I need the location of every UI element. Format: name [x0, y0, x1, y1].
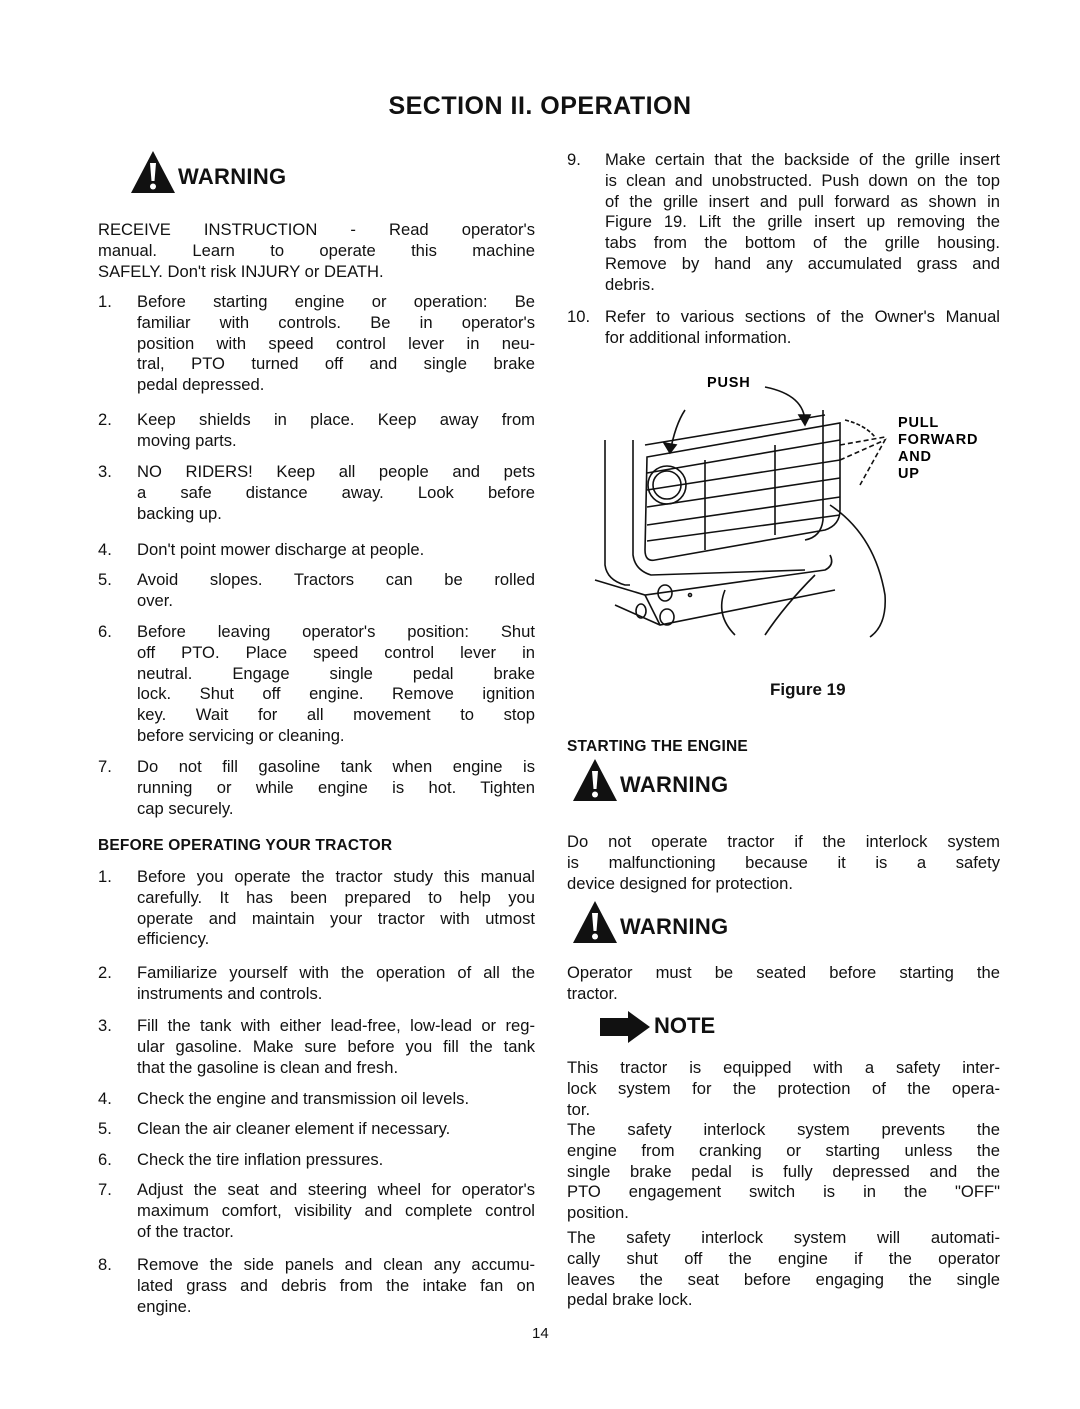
item-number: 6. — [98, 1150, 112, 1169]
item-number: 7. — [98, 757, 112, 776]
before-item — [98, 1255, 535, 1317]
text-line: tral, PTO turned off and single brake — [137, 354, 535, 374]
text-line: This tractor is equipped with a safety inter- — [567, 1058, 1000, 1077]
item-number: 8. — [98, 1255, 112, 1274]
item-number: 6. — [98, 622, 112, 641]
note-paragraph — [567, 1228, 1000, 1311]
item-number: 1. — [98, 292, 112, 311]
text-line: that the gasoline is clean and fresh. — [137, 1057, 399, 1077]
text-line: ular gasoline. Make sure before you fill the tank — [137, 1036, 535, 1056]
text-line: pedal depressed. — [137, 375, 265, 395]
text-line: cally shut off the engine if the operator — [567, 1248, 1000, 1268]
text-line: The safety interlock system will automati- — [567, 1228, 1000, 1247]
text-line: before servicing or cleaning. — [137, 725, 345, 745]
text-line: neutral. Engage single pedal brake — [137, 663, 535, 683]
item-number: 1. — [98, 867, 112, 886]
before-item — [98, 1089, 535, 1110]
text-line: Don't point mower discharge at people. — [137, 540, 425, 559]
item-number: 10. — [567, 307, 591, 326]
text-line: tractor. — [567, 983, 618, 1003]
text-line: tor. — [567, 1099, 591, 1119]
text-line: backing up. — [137, 503, 222, 523]
text-line: operate and maintain your tractor with utmost — [137, 908, 535, 928]
text-line: Check the tire inflation pressures. — [137, 1150, 384, 1169]
text-line: SAFELY. Don't risk INJURY or DEATH. — [98, 261, 384, 281]
text-line: of the grille insert and pull forward as shown in — [605, 191, 1000, 211]
text-line: Before leaving operator's position: Shut — [137, 622, 535, 641]
text-line: NO RIDERS! Keep all people and pets — [137, 462, 535, 481]
text-line: for additional information. — [605, 327, 792, 347]
before-item — [98, 867, 535, 950]
item-number: 5. — [98, 570, 112, 589]
warning-triangle-icon — [572, 758, 618, 802]
item-number: 3. — [98, 462, 112, 481]
text-line: Before starting engine or operation: Be — [137, 292, 535, 311]
text-line: cap securely. — [137, 798, 234, 818]
text-line: engine from cranking or starting unless the — [567, 1140, 1000, 1160]
intro-paragraph — [98, 220, 535, 282]
text-line: over. — [137, 590, 173, 610]
manual-item — [567, 307, 1000, 349]
text-line: Do not fill gasoline tank when engine is — [137, 757, 535, 776]
item-number: 2. — [98, 410, 112, 429]
text-line: Adjust the seat and steering wheel for operator's — [137, 1180, 535, 1199]
note-callout — [598, 1010, 716, 1049]
seated-warning-text — [567, 963, 1000, 1005]
text-line: lock system for the protection of the opera- — [567, 1078, 1000, 1098]
item-number: 2. — [98, 963, 112, 982]
text-line: maximum comfort, visibility and complete control — [137, 1200, 535, 1220]
warning-label: WARNING — [620, 772, 729, 797]
figure-19-grille-illustration — [585, 365, 1005, 675]
pull-label-line-4: UP — [898, 466, 920, 482]
text-line: Keep shields in place. Keep away from — [137, 410, 535, 429]
interlock-warning-text — [567, 832, 1000, 894]
item-number: 9. — [567, 150, 581, 169]
pull-label-line-1: PULL — [898, 415, 940, 431]
before-item — [98, 1180, 535, 1242]
grille-item — [567, 150, 1000, 296]
text-line: Refer to various sections of the Owner's Manual — [605, 307, 1000, 326]
page-number: 14 — [532, 1325, 549, 1342]
text-line: familiar with controls. Be in operator's — [137, 312, 535, 332]
text-line: carefully. It has been prepared to help you — [137, 887, 535, 907]
before-item — [98, 1119, 535, 1140]
text-line: The safety interlock system prevents the — [567, 1120, 1000, 1139]
text-line: running or while engine is hot. Tighten — [137, 777, 535, 797]
before-operating-heading: BEFORE OPERATING YOUR TRACTOR — [98, 837, 393, 854]
text-line: leaves the seat before engaging the single — [567, 1269, 1000, 1289]
text-line: is clean and unobstructed. Push down on the top — [605, 170, 1000, 190]
text-line: Before you operate the tractor study this manual — [137, 867, 535, 886]
safety-item — [98, 292, 535, 396]
arrow-right-icon — [598, 1010, 654, 1044]
figure-caption: Figure 19 — [770, 680, 846, 699]
safety-item — [98, 757, 535, 819]
text-line: lock. Shut off engine. Remove ignition — [137, 684, 535, 704]
note-paragraph — [567, 1058, 1000, 1120]
warning-triangle-icon — [572, 900, 618, 944]
text-line: Remove by hand any accumulated grass and — [605, 253, 1000, 273]
item-number: 5. — [98, 1119, 112, 1138]
text-line: pedal brake lock. — [567, 1290, 693, 1310]
text-line: Check the engine and transmission oil levels. — [137, 1089, 470, 1108]
text-line: tabs from the bottom of the grille housing. — [605, 233, 1000, 253]
warning-label: WARNING — [178, 164, 287, 189]
text-line: Familiarize yourself with the operation of all the — [137, 963, 535, 982]
text-line: Figure 19. Lift the grille insert up removing the — [605, 212, 1000, 232]
push-label: PUSH — [707, 375, 751, 391]
before-item — [98, 963, 535, 1005]
starting-engine-heading: STARTING THE ENGINE — [567, 738, 748, 755]
item-number: 7. — [98, 1180, 112, 1199]
text-line: key. Wait for all movement to stop — [137, 705, 535, 725]
item-number: 4. — [98, 540, 112, 559]
note-label: NOTE — [654, 1013, 716, 1038]
text-line: manual. Learn to operate this machine — [98, 240, 535, 260]
before-item — [98, 1150, 535, 1171]
note-paragraph — [567, 1120, 1000, 1224]
item-number: 3. — [98, 1016, 112, 1035]
text-line: Do not operate tractor if the interlock system — [567, 832, 1000, 851]
safety-item — [98, 462, 535, 524]
text-line: moving parts. — [137, 430, 237, 450]
text-line: off PTO. Place speed control lever in — [137, 642, 535, 662]
text-line: instruments and controls. — [137, 983, 323, 1003]
text-line: PTO engagement switch is in the "OFF" — [567, 1182, 1000, 1202]
text-line: Fill the tank with either lead-free, low-lead or reg- — [137, 1016, 535, 1035]
warning-label: WARNING — [620, 914, 729, 939]
text-line: RECEIVE INSTRUCTION - Read operator's — [98, 220, 535, 239]
safety-item — [98, 410, 535, 452]
text-line: debris. — [605, 274, 655, 294]
pull-label-line-2: FORWARD — [898, 432, 979, 448]
section-title: SECTION II. OPERATION — [388, 92, 692, 120]
text-line: a safe distance away. Look before — [137, 482, 535, 502]
text-line: lated grass and debris from the intake fan on — [137, 1275, 535, 1295]
text-line: Make certain that the backside of the grille insert — [605, 150, 1000, 169]
text-line: position. — [567, 1203, 629, 1223]
text-line: Avoid slopes. Tractors can be rolled — [137, 570, 535, 589]
before-item — [98, 1016, 535, 1078]
safety-item — [98, 622, 535, 747]
text-line: device designed for protection. — [567, 873, 794, 893]
text-line: Clean the air cleaner element if necessary. — [137, 1119, 451, 1138]
text-line: position with speed control lever in neu- — [137, 333, 535, 353]
text-line: single brake pedal is fully depressed and the — [567, 1161, 1000, 1181]
text-line: efficiency. — [137, 929, 210, 949]
item-number: 4. — [98, 1089, 112, 1108]
text-line: Remove the side panels and clean any accumu- — [137, 1255, 535, 1274]
text-line: engine. — [137, 1296, 192, 1316]
safety-item — [98, 570, 535, 612]
text-line: Operator must be seated before starting the — [567, 963, 1000, 982]
pull-label-line-3: AND — [898, 449, 932, 465]
warning-triangle-icon — [130, 150, 176, 194]
text-line: is malfunctioning because it is a safety — [567, 852, 1000, 872]
text-line: of the tractor. — [137, 1221, 234, 1241]
safety-item — [98, 540, 535, 561]
